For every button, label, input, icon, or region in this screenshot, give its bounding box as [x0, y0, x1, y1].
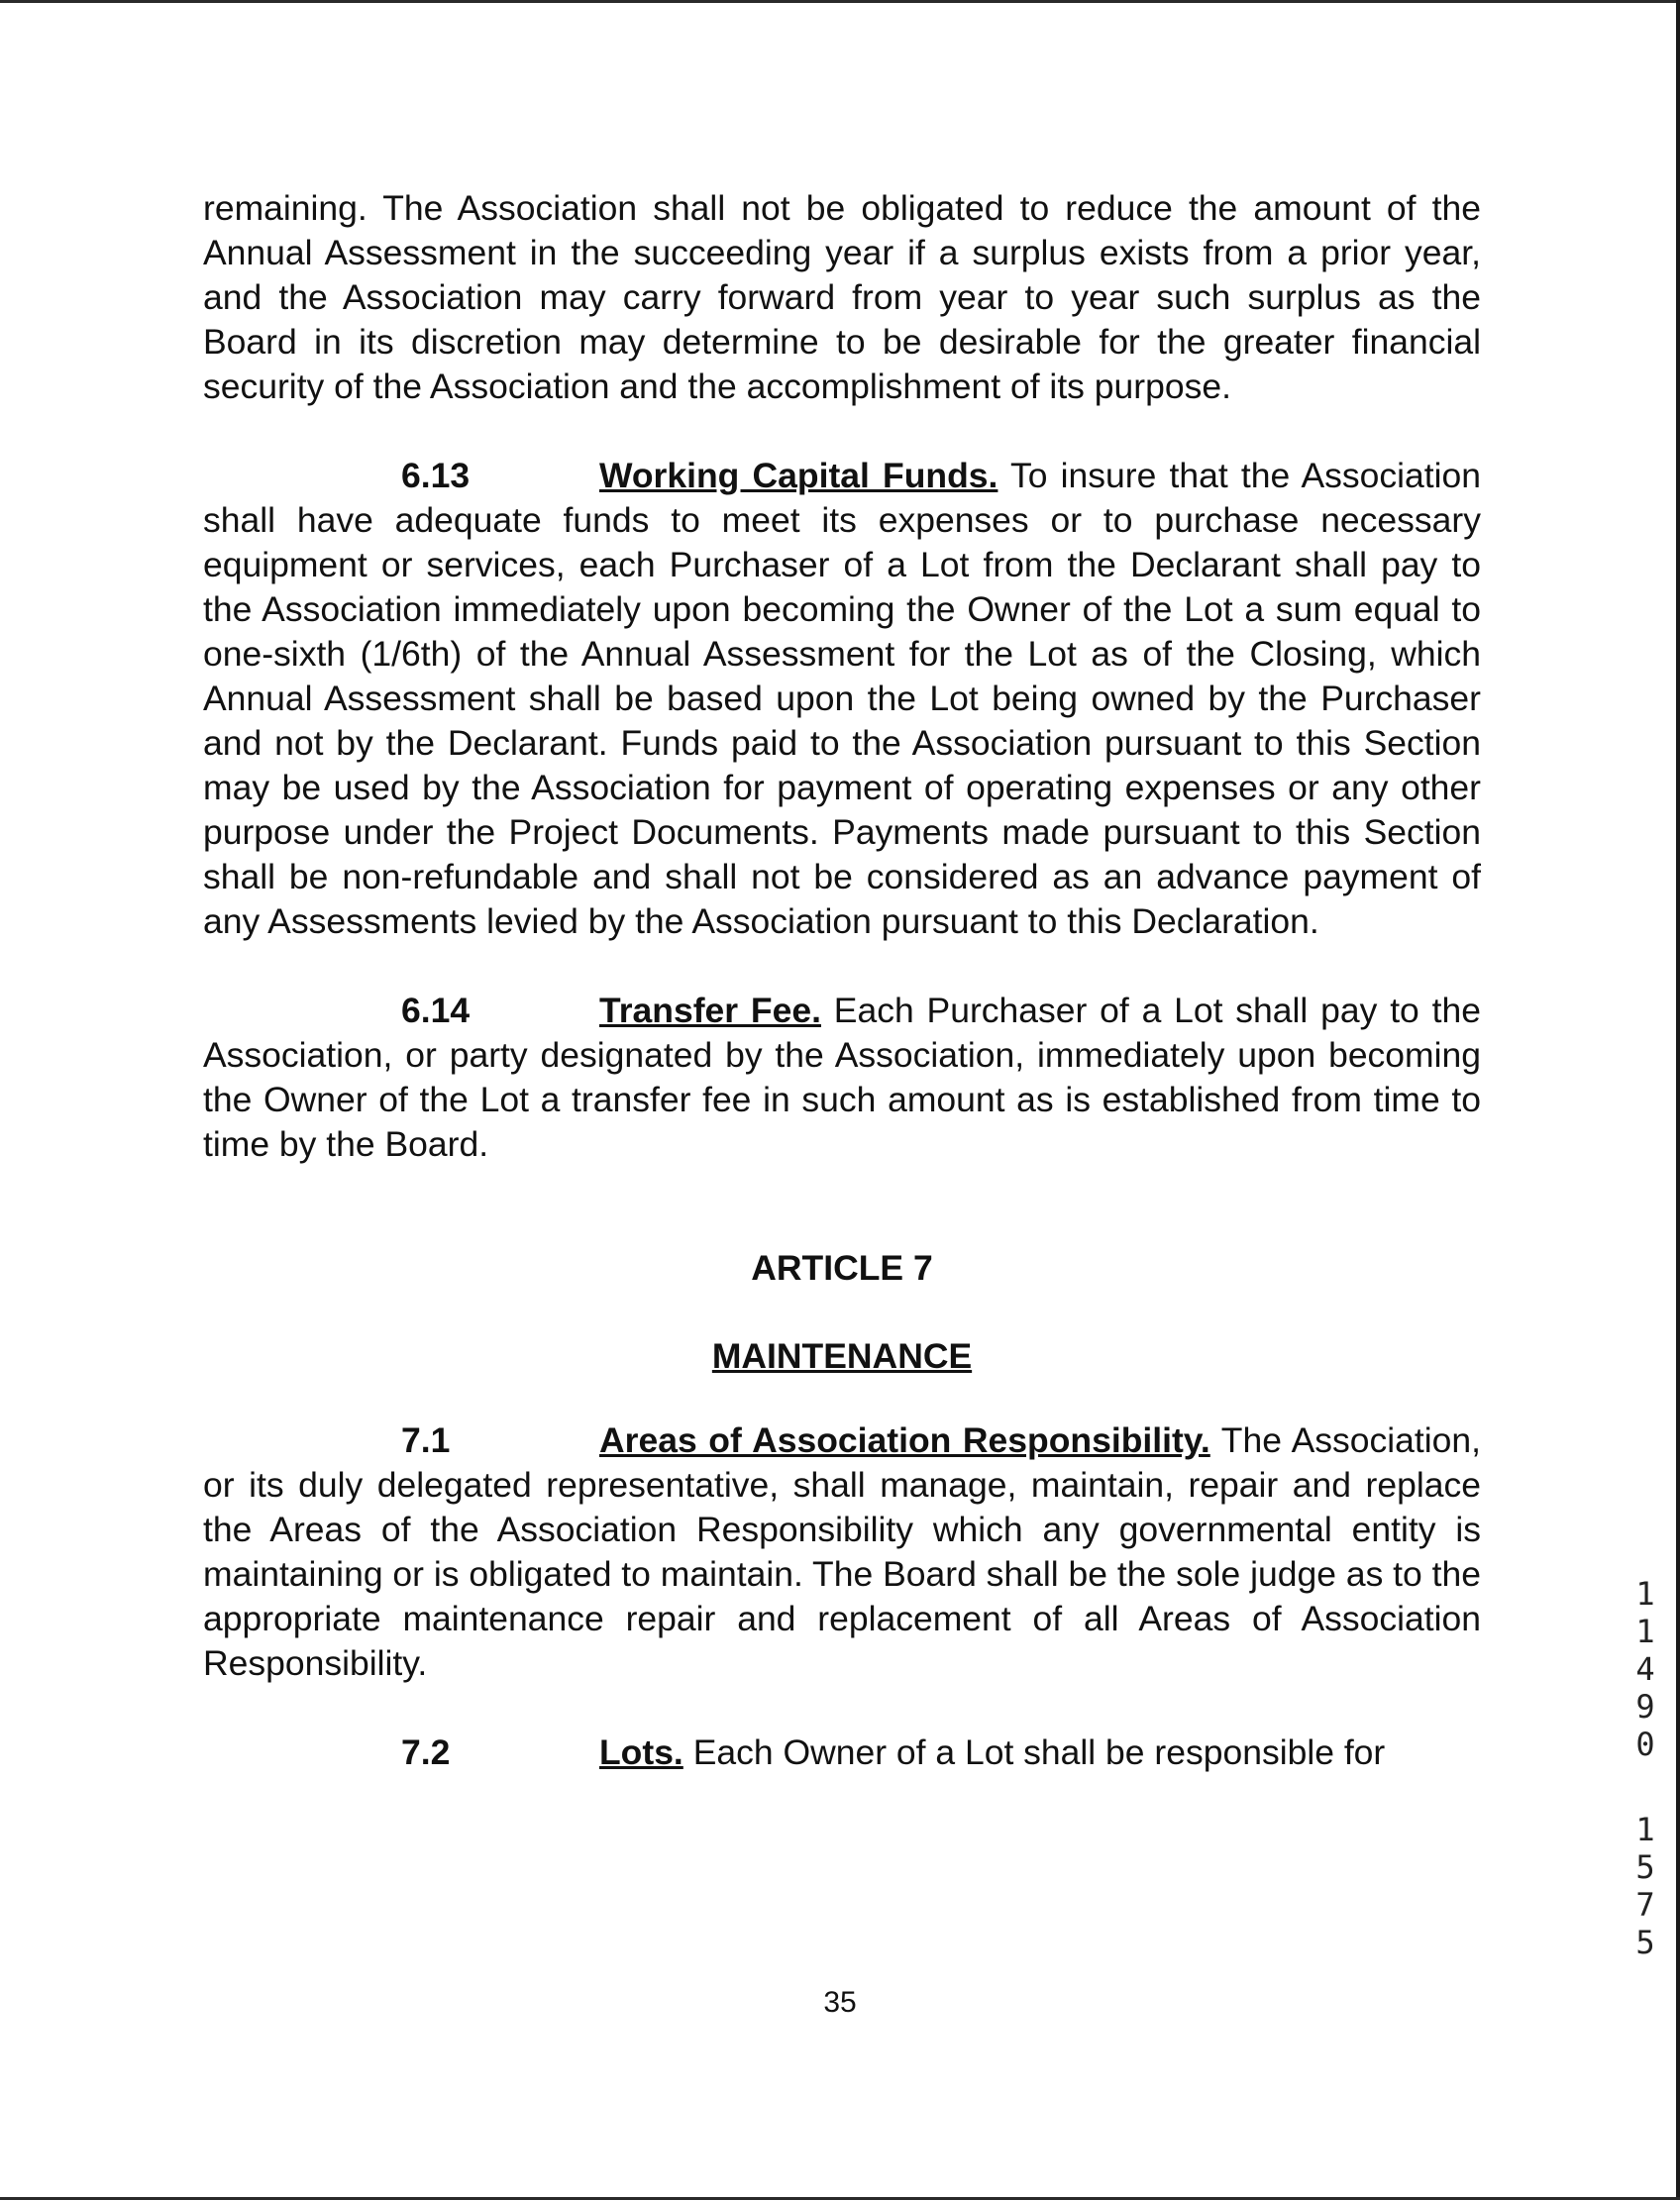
section-body: Each Owner of a Lot shall be responsible for: [692, 1732, 1386, 1772]
section-title: Lots.: [599, 1732, 683, 1772]
recording-digit: 1: [1635, 1575, 1655, 1613]
section-7-2: [203, 1730, 1481, 1775]
recording-digit: 5: [1635, 1848, 1655, 1886]
section-number: 7.1: [401, 1420, 451, 1460]
section-6-13: [203, 454, 1481, 944]
article-title: MAINTENANCE: [711, 1336, 973, 1376]
scan-edge-right: [1676, 0, 1680, 2200]
section-title: Working Capital Funds.: [599, 456, 998, 495]
recording-digit: 0: [1635, 1726, 1655, 1763]
document-page: [203, 186, 1481, 1775]
section-7-1: [203, 1418, 1481, 1686]
recording-digit: 1: [1635, 1613, 1655, 1650]
scan-edge-top: [0, 0, 1680, 14]
section-number: 6.13: [401, 456, 471, 495]
recording-gap: [1628, 1763, 1662, 1811]
section-title: Areas of Association Responsibility.: [599, 1420, 1210, 1460]
article-number: ARTICLE 7: [751, 1248, 933, 1288]
page-number: 35: [823, 1986, 857, 2019]
recording-digit: 5: [1635, 1924, 1655, 1961]
recording-stamp: [1628, 1575, 1662, 1961]
section-body: The Association, or its duly delegated representative, shall manage, maintain, repair and replace the Areas of the Association Responsibility which any governmental entity is maintaining or is obligated to maintain. The Board shall be the sole judge as to the appropriate maintenance repair and replacement of all Areas of Association Responsibility.: [203, 1420, 1481, 1683]
section-number: 6.14: [401, 991, 471, 1030]
recording-digit: 9: [1635, 1688, 1655, 1726]
recording-digit: 7: [1635, 1886, 1655, 1924]
section-title: Transfer Fee.: [599, 991, 821, 1030]
section-body: Each Purchaser of a Lot shall pay to the Association, or party designated by the Association, immediately upon becoming the Owner of the Lot a transfer fee in such amount as is established from time to time by the Board.: [203, 991, 1481, 1164]
recording-digit: 4: [1635, 1650, 1655, 1688]
paragraph-continuation: remaining. The Association shall not be obligated to reduce the amount of the Annual Assessment in the succeeding year if a surplus exists from a prior year, and the Association may carry forward from year to year such surplus as the Board in its discretion may determine to be desirable for the greater financial security of the Association and the accomplishment of its purpose.: [203, 188, 1481, 406]
recording-digit: 1: [1635, 1811, 1655, 1848]
section-number: 7.2: [401, 1732, 451, 1772]
section-body: To insure that the Association shall have adequate funds to meet its expenses or to purchase necessary equipment or services, each Purchaser of a Lot from the Declarant shall pay to the Association immediately upon becoming the Owner of the Lot a sum equal to one-sixth (1/6th) of the Annual Assessment for the Lot as of the Closing, which Annual Assessment shall be based upon the Lot being owned by the Purchaser and not by the Declarant. Funds paid to the Association pursuant to this Section may be used by the Association for payment of operating expenses or any other purpose under the Project Documents. Payments made pursuant to this Section shall be non-refundable and shall not be considered as an advance payment of any Assessments levied by the Association pursuant to this Declaration.: [203, 456, 1481, 941]
section-6-14: [203, 989, 1481, 1167]
